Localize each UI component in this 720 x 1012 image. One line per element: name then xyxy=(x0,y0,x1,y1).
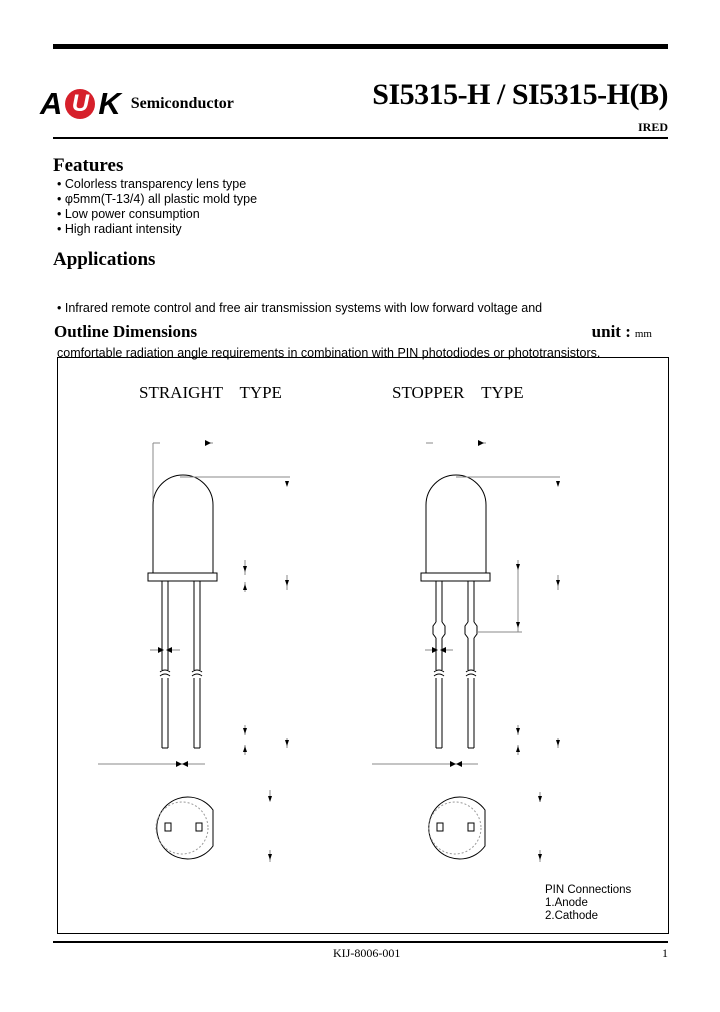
outline-heading: Outline Dimensions xyxy=(54,322,198,341)
feature-item: • Low power consumption xyxy=(57,207,200,221)
straight-led-body xyxy=(148,475,217,748)
logo-letter-k: K xyxy=(98,86,121,121)
stopper-type-label: STOPPER TYPE xyxy=(392,383,524,402)
unit-label: unit : xyxy=(591,322,631,341)
feature-item: • φ5mm(T-13/4) all plastic mold type xyxy=(57,192,258,206)
application-item: • Infrared remote control and free air transmission systems with low forward voltage and xyxy=(57,301,543,315)
device-type-tag: IRED xyxy=(637,120,668,134)
pin-connections xyxy=(545,884,631,923)
straight-type-label: STRAIGHT TYPE xyxy=(139,383,282,402)
logo-letter-u: U xyxy=(65,89,95,119)
dimension-arrowheads xyxy=(158,440,560,860)
pin-item-cathode: 2.Cathode xyxy=(545,910,599,922)
feature-item: • Colorless transparency lens type xyxy=(57,177,247,191)
feature-item: • High radiant intensity xyxy=(57,222,182,236)
footer-rule xyxy=(53,941,668,943)
features-heading: Features xyxy=(53,155,124,176)
logo-letter-a: A xyxy=(40,86,63,121)
logo-subtitle: Semiconductor xyxy=(130,94,234,112)
part-number-title: SI5315-H / SI5315-H(B) xyxy=(372,78,668,111)
stopper-led-body xyxy=(421,475,490,748)
stopper-bottom-view xyxy=(429,797,485,859)
pin-connections-title: PIN Connections xyxy=(545,884,632,896)
straight-bottom-view xyxy=(156,797,213,859)
application-item: comfortable radiation angle requirements in combination with PIN photodiodes or phototransistors. xyxy=(57,346,601,360)
stopper-dimensions xyxy=(372,443,560,862)
document-id: KIJ-8006-001 xyxy=(333,946,401,960)
pin-item-anode: 1.Anode xyxy=(545,897,588,909)
unit-value: mm xyxy=(634,328,652,340)
page-number: 1 xyxy=(662,946,668,960)
applications-heading: Applications xyxy=(53,249,156,270)
